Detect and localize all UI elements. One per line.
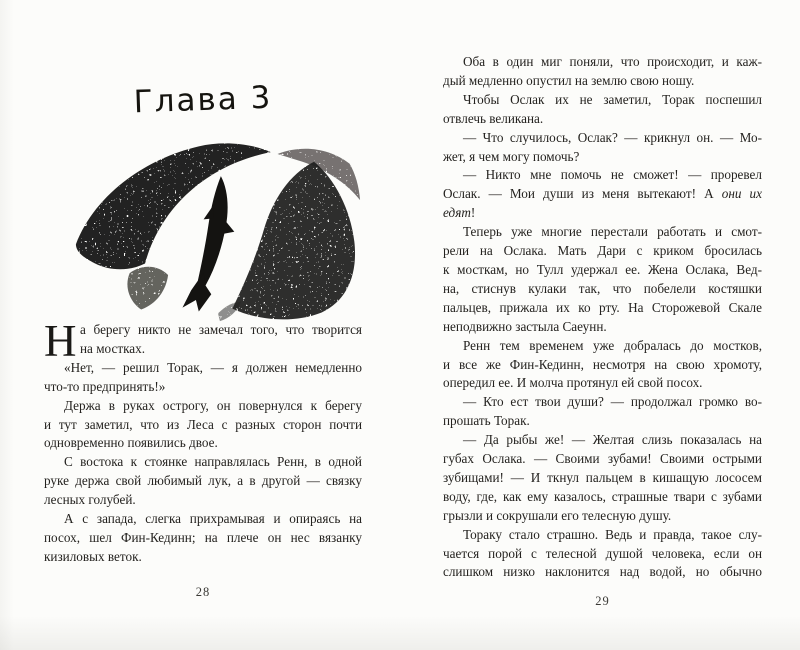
leaping-fish-icon <box>182 176 234 311</box>
text-line: Держа в руках острогу, он повернулся к берегу <box>64 397 362 413</box>
chapter-heading: Глава 3 <box>133 79 273 121</box>
text-line: прошать Торак. <box>443 413 530 429</box>
left-page-text <box>44 316 362 567</box>
text-line: чается порой с телесной душой человека, если он <box>443 545 762 561</box>
right-page <box>443 0 762 650</box>
paragraph <box>443 91 762 129</box>
text-line: грызли и сокрушали его телесную душу. <box>443 507 672 523</box>
text-line: жет, я чем могу помочь? <box>443 148 580 164</box>
drop-cap: Н <box>44 316 77 366</box>
text-line: С востока к стоянке направлялась Ренн, в одной <box>64 454 362 470</box>
text-line: — Что случилось, Ослак? — крикнул он. — Мо- <box>463 129 762 145</box>
text-line: кизиловых веток. <box>44 548 142 564</box>
text-line: А с запада, слегка прихрамывая и опираясь на <box>64 511 362 527</box>
left-page <box>44 0 362 650</box>
text-line: на, стиснув кулаки так, что побелели костяшки <box>443 280 762 296</box>
text-line: Ренн тем временем уже добралась до мостков, <box>463 337 762 353</box>
text-line: дый медленно опустил на землю свою ношу. <box>443 72 695 88</box>
text-line: — Никто мне помочь не сможет! — проревел <box>463 167 762 183</box>
paragraph <box>443 166 762 223</box>
paragraph <box>44 453 362 510</box>
text-line: посох, шел Фин-Кединн; на плече он нес вязанку <box>44 529 362 545</box>
text-line: пальцев, прижала их ко рту. На Сторожевой Скале <box>443 299 762 315</box>
text-line: что-то предпринять!» <box>44 378 166 394</box>
page-number-left: 28 <box>195 585 211 599</box>
text-line: — Кто ест твои души? — продолжал громко во- <box>463 394 762 410</box>
text-line: неподвижно застыла Саеунн. <box>443 318 607 334</box>
paragraph <box>443 337 762 394</box>
text-line: к мосткам, но Тулл удержал ее. Жена Ослака, Вед- <box>443 261 762 277</box>
chapter-illustration <box>70 131 366 323</box>
paragraph <box>443 53 762 91</box>
text-line: руке держа свой любимый лук, а в другой — связку <box>44 473 362 489</box>
text-line: Тораку стало страшно. Ведь и правда, такое слу- <box>463 526 762 542</box>
text-line: губах Ослака. — Своими зубами! Своими острыми <box>443 451 762 467</box>
paragraph <box>443 393 762 431</box>
text-line: Ослак. — Мои души из меня вытекают! А они их <box>443 186 762 202</box>
text-line: Теперь уже многие перестали работать и смот- <box>463 224 762 240</box>
text-line: едят! <box>443 205 476 221</box>
text-line: Чтобы Ослак их не заметил, Торак поспешил <box>463 91 762 107</box>
paragraph <box>443 431 762 526</box>
text-line: и все же Фин-Кединн, несмотря на свою хромоту, <box>443 356 762 372</box>
text-line: «Нет, — решил Торак, — я должен немедленно <box>64 359 362 375</box>
text-line: а берегу никто не замечал того, что творится <box>80 322 362 337</box>
scan-shadow-left <box>0 0 14 650</box>
text-line: опередил ее. И молча протянул ей свой посох. <box>443 375 703 391</box>
paragraph <box>443 223 762 336</box>
paragraph <box>44 397 362 454</box>
paragraph <box>443 129 762 167</box>
paragraph <box>44 510 362 567</box>
text-line: одновременно появились двое. <box>44 435 218 451</box>
text-line: воду, где, как ему казалось, страшные твари с зубами <box>443 488 762 504</box>
text-line: лесных голубей. <box>44 492 136 508</box>
paragraph <box>44 359 362 397</box>
text-line: и тут заметил, что из Леса с разных сторон почти <box>44 416 362 432</box>
text-line: — Да рыбы же! — Желтая слизь показалась на <box>463 432 762 448</box>
text-line: на мостках. <box>80 340 146 356</box>
page-number-right: 29 <box>595 594 610 608</box>
text-line: рели на Ослака. Мать Дари с криком бросилась <box>443 243 762 259</box>
paragraph <box>44 316 362 366</box>
right-page-text <box>443 53 762 582</box>
text-line: зубищами! — И ткнул пальцем в кишащую лососем <box>443 469 762 485</box>
text-line: отвлечь великана. <box>443 110 544 126</box>
text-line: слишком низко наклонится над водой, но обычно <box>443 564 762 580</box>
paragraph <box>443 526 762 583</box>
text-line: Оба в один миг поняли, что происходит, и каж- <box>463 54 762 69</box>
